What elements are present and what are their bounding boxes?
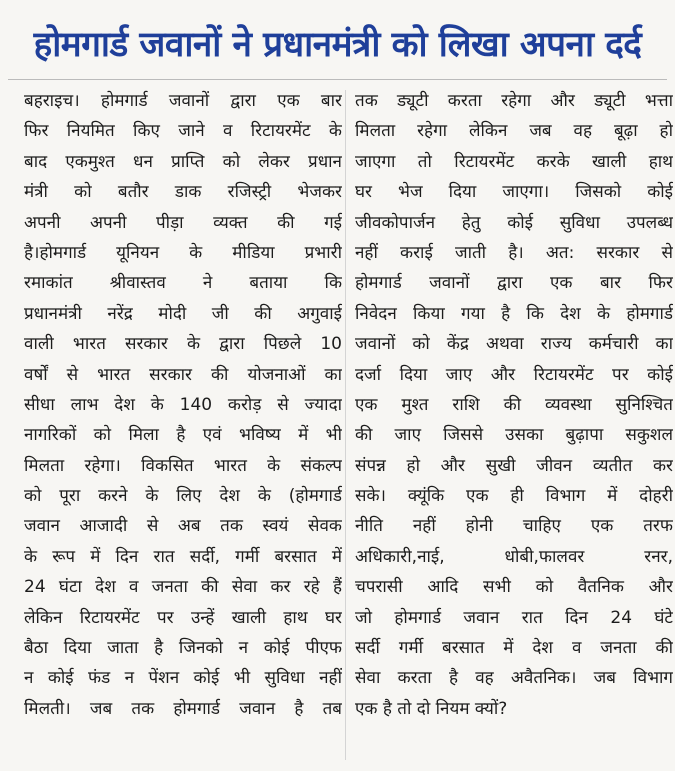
column-divider — [345, 90, 346, 760]
text-line: नीति नहीं होनी चाहिए एक तरफ — [355, 516, 673, 537]
text-line: अपनी अपनी पीड़ा व्यक्त की गई — [24, 212, 342, 233]
text-line: संपन्न हो और सुखी जीवन व्यतीत कर — [355, 455, 673, 476]
text-line: फिर नियमित किए जाने व रिटायरमेंट के — [24, 121, 342, 142]
text-line: दर्जा दिया जाए और रिटायरमेंट पर कोई — [355, 364, 673, 385]
text-line: बहराइच। होमगार्ड जवानों द्वारा एक बार — [24, 91, 342, 111]
text-line: एक मुश्त राशि की व्यवस्था सुनिश्चित — [355, 394, 673, 415]
text-line: मंत्री को बतौर डाक रजिस्ट्री भेजकर — [24, 182, 342, 203]
text-line: की जाए जिससे उसका बुढ़ापा सकुशल — [355, 425, 673, 446]
text-line: मिलती। जब तक होमगार्ड जवान है तब — [24, 698, 342, 719]
article-column-left — [24, 86, 342, 724]
text-line: होमगार्ड जवानों द्वारा एक बार फिर — [355, 273, 673, 294]
text-line: सीधा लाभ देश के 140 करोड़ से ज्यादा — [24, 394, 342, 415]
text-line: अधिकारी,नाई, धोबी,फालवर रनर, — [355, 546, 673, 567]
text-line: वाली भारत सरकार के द्वारा पिछले 10 — [24, 334, 342, 355]
text-line: एक है तो दो नियम क्यों? — [355, 698, 508, 719]
text-line: रमाकांत श्रीवास्तव ने बताया कि — [24, 273, 342, 294]
text-line: जो होमगार्ड जवान रात दिन 24 घंटे — [355, 607, 673, 628]
text-line: लेकिन रिटायरमेंट पर उन्हें खाली हाथ घर — [24, 607, 342, 628]
text-line: निवेदन किया गया है कि देश के होमगार्ड — [355, 303, 673, 324]
text-line: तक ड्यूटी करता रहेगा और ड्यूटी भत्ता — [355, 91, 673, 111]
article-headline: होमगार्ड जवानों ने प्रधानमंत्री को लिखा अपना दर्द — [33, 25, 642, 65]
text-line: सके। क्यूंकि एक ही विभाग में दोहरी — [355, 486, 673, 507]
text-line: प्रधानमंत्री नरेंद्र मोदी जी की अगुवाई — [24, 303, 342, 324]
headline-rule — [8, 79, 667, 80]
text-line: जाएगा तो रिटायरमेंट करके खाली हाथ — [355, 151, 673, 172]
text-line: सर्दी गर्मी बरसात में देश व जनता की — [355, 638, 673, 659]
text-line: मिलता रहेगा। विकसित भारत के संकल्प — [24, 455, 342, 476]
text-line: मिलता रहेगा लेकिन जब वह बूढ़ा हो — [355, 121, 673, 142]
text-line: न कोई फंड न पेंशन कोई भी सुविधा नहीं — [24, 668, 342, 689]
text-line: जीवकोपार्जन हेतु कोई सुविधा उपलब्ध — [355, 212, 673, 233]
previous-article-clipped-text — [0, 0, 675, 14]
article-column-right — [355, 86, 673, 724]
text-line: घर भेज दिया जाएगा। जिसको कोई — [355, 182, 673, 203]
text-line: जवानों को केंद्र अथवा राज्य कर्मचारी का — [355, 334, 673, 355]
text-line: बाद एकमुश्त धन प्राप्ति को लेकर प्रधान — [24, 151, 342, 172]
text-line: जवान आजादी से अब तक स्वयं सेवक — [24, 516, 342, 537]
text-line: को पूरा करने के लिए देश के (होमगार्ड — [24, 486, 342, 507]
text-line: नहीं कराई जाती है। अत: सरकार से — [355, 242, 673, 263]
text-line: बैठा दिया जाता है जिनको न कोई पीएफ — [24, 638, 342, 659]
text-line: 24 घंटा देश व जनता की सेवा कर रहे हैं — [24, 577, 342, 598]
text-line: है।होमगार्ड यूनियन के मीडिया प्रभारी — [24, 242, 342, 263]
text-line: के रूप में दिन रात सर्दी, गर्मी बरसात में — [24, 546, 342, 567]
text-line: वर्षों से भारत सरकार की योजनाओं का — [24, 364, 342, 385]
text-line: नागरिकों को मिला है एवं भविष्य में भी — [24, 425, 342, 446]
text-line: चपरासी आदि सभी को वैतनिक और — [355, 577, 673, 598]
text-line: सेवा करता है वह अवैतनिक। जब विभाग — [355, 668, 673, 689]
